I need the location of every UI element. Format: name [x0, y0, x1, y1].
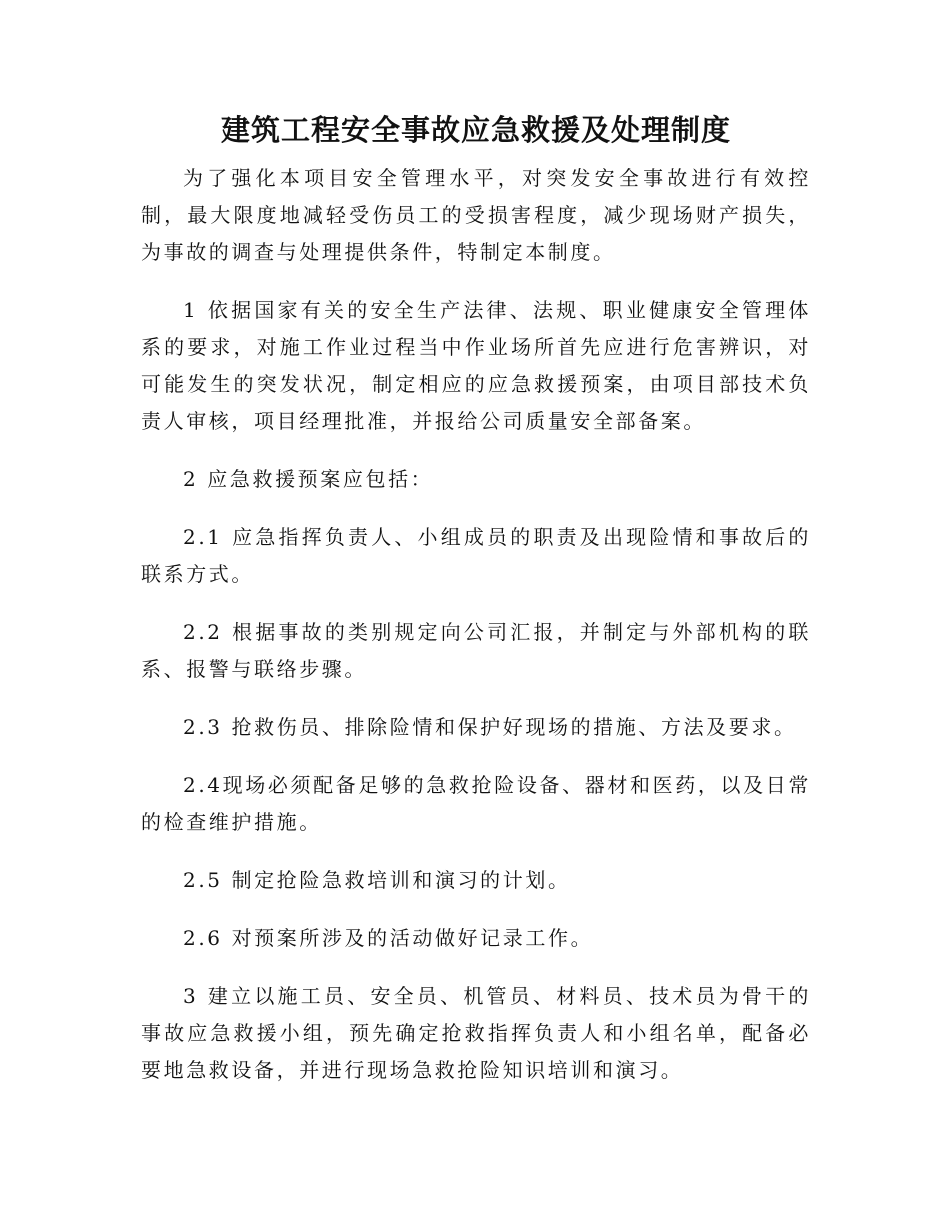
document-page — [141, 100, 811, 1110]
document-title: 建筑工程安全事故应急救援及处理制度 — [220, 113, 731, 147]
paragraph-2-4: 2.4现场必须配备足够的急救抢险设备、器材和医药，以及日常的检查维护措施。 — [141, 773, 811, 834]
paragraph-2-6: 2.6 对预案所涉及的活动做好记录工作。 — [183, 926, 594, 950]
paragraph-2: 2 应急救援预案应包括： — [183, 467, 434, 491]
paragraph-2-5: 2.5 制定抢险急救培训和演习的计划。 — [183, 868, 571, 892]
paragraph-2-1: 2.1 应急指挥负责人、小组成员的职责及出现险情和事故后的联系方式。 — [141, 525, 811, 586]
paragraph-2-3: 2.3 抢救伤员、排除险情和保护好现场的措施、方法及要求。 — [183, 715, 797, 739]
paragraph-2-2: 2.2 根据事故的类别规定向公司汇报，并制定与外部机构的联系、报警与联络步骤。 — [141, 620, 811, 681]
paragraph-intro: 为了强化本项目安全管理水平，对突发安全事故进行有效控制，最大限度地减轻受伤员工的受损害程度，减少现场财产损失，为事故的调查与处理提供条件，特制定本制度。 — [141, 166, 811, 264]
paragraph-1: 1 依据国家有关的安全生产法律、法规、职业健康安全管理体系的要求，对施工作业过程当中作业场所首先应进行危害辨识，对可能发生的突发状况，制定相应的应急救援预案，由项目部技术负责人审核，项目经理批准，并报给公司质量安全部备案。 — [141, 298, 811, 433]
paragraph-3: 3 建立以施工员、安全员、机管员、材料员、技术员为骨干的事故应急救援小组，预先确定抢救指挥负责人和小组名单，配备必要地急救设备，并进行现场急救抢险知识培训和演习。 — [141, 984, 811, 1082]
